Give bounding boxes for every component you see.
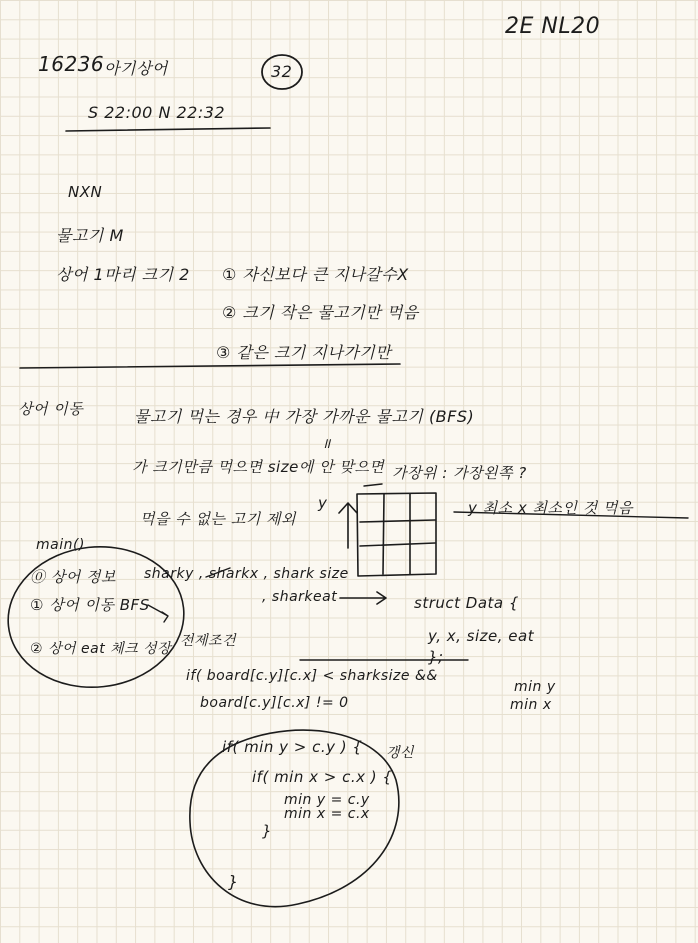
struct-label: struct Data { <box>414 594 519 612</box>
assign-x: min x = c.x <box>284 806 370 822</box>
y-axis-label: y <box>318 494 328 512</box>
step-0: ⓪ 상어 정보 <box>30 568 116 586</box>
rule-3: ③ 같은 크기 지나가기만 <box>216 343 392 362</box>
condition-1: if( board[c.y][c.x] < sharksize && <box>186 668 438 684</box>
step-1: ① 상어 이동 BFS <box>30 596 150 614</box>
shark-eat: , sharkeat <box>262 589 338 605</box>
movement-line-3: 먹을 수 없는 고기 제외 <box>140 510 296 528</box>
rule-1: ① 자신보다 큰 지나갈수X <box>222 265 409 284</box>
close-inner-brace: } <box>262 822 273 840</box>
movement-line-1: 물고기 먹는 경우 中 가장 가까운 물고기 (BFS) <box>134 407 475 426</box>
struct-close: }; <box>428 648 444 666</box>
condition-label: 전제조건 <box>180 633 237 649</box>
update-label: 갱신 <box>386 745 415 761</box>
condition-2: board[c.y][c.x] != 0 <box>200 695 349 711</box>
bfs-arrow <box>148 605 168 622</box>
struct-arrow <box>340 592 386 604</box>
fish-count-note: 물고기 M <box>56 226 124 245</box>
problem-id: 16236 <box>38 52 105 76</box>
circled-number: 32 <box>271 62 293 81</box>
close-outer-brace: } <box>228 872 239 891</box>
if-inner: if( min x > c.x ) { <box>252 768 393 786</box>
main-steps-circle <box>1 538 191 696</box>
priority-note: 가장위 : 가장왼쪽 ? <box>392 464 527 482</box>
struct-fields: y, x, size, eat <box>428 627 535 645</box>
y-arrow <box>339 503 357 548</box>
section-divider <box>20 364 400 368</box>
movement-line-2: 가 크기만큼 먹으면 size에 안 맞으면 <box>132 458 385 476</box>
header-tag: 2E NL20 <box>505 14 601 39</box>
shark-fields: sharky , sharkx , shark size <box>144 566 349 582</box>
shark-start-note: 상어 1마리 크기 2 <box>56 265 190 284</box>
step-2: ② 상어 eat 체크 성장 <box>30 641 172 657</box>
equals-mark: ॥ <box>322 436 331 452</box>
grid-size-note: NXN <box>68 183 103 201</box>
grid-sketch <box>357 484 436 576</box>
timestamp-underline <box>66 128 270 131</box>
if-outer: if( min y > c.y ) { <box>222 738 363 756</box>
rule-2: ② 크기 작은 물고기만 먹음 <box>222 303 419 322</box>
min-y-var: min y <box>514 679 556 695</box>
problem-title: 아기상어 <box>104 59 168 78</box>
min-x-var: min x <box>510 697 552 713</box>
assign-y: min y = c.y <box>284 792 370 808</box>
timestamp: S 22:00 N 22:32 <box>88 103 226 122</box>
priority-result: y 최소 x 최소인 것 먹음 <box>468 499 634 517</box>
movement-label: 상어 이동 <box>18 400 84 418</box>
main-label: main() <box>36 537 85 553</box>
